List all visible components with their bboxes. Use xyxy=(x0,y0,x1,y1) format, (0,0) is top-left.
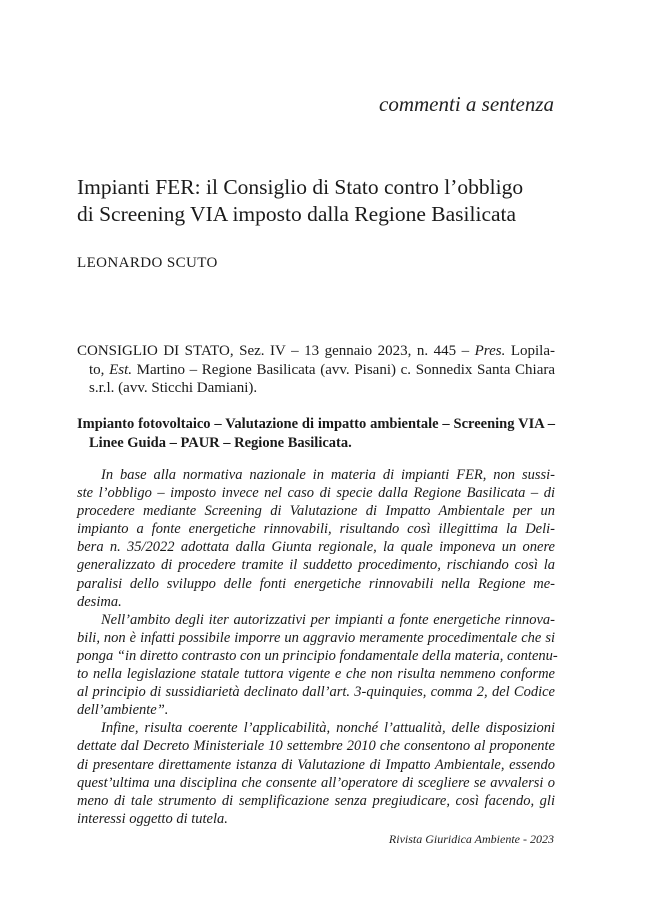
case-citation xyxy=(77,342,555,398)
author-name: LEONARDO SCUTO xyxy=(77,255,218,271)
body-line: interessi oggetto di tutela. xyxy=(77,810,228,827)
body-line: quest’ultima una disciplina che consente all’operatore di scegliere se avvalersi o xyxy=(77,774,555,791)
body-line: Infine, risulta coerente l’applicabilità, nonché l’attualità, delle disposizioni xyxy=(101,720,555,737)
body-line: di presentare direttamente istanza di Valutazione di Impatto Ambientale, essendo xyxy=(77,756,555,773)
body-line: procedere mediante Screening di Valutazione di Impatto Ambientale per un xyxy=(77,503,555,520)
citation-court: CONSIGLIO DI STATO, Sez. IV – 13 gennaio 2023, n. 445 – xyxy=(77,343,475,359)
body-line: bili, non è infatti possibile imporre un aggravio meramente procedimentale che si xyxy=(77,629,555,646)
citation-est-label: Est. xyxy=(109,361,132,378)
headnote-body xyxy=(77,466,558,828)
journal-footer: Rivista Giuridica Ambiente - 2023 xyxy=(388,832,554,846)
body-line: al principio di sussidiarietà declinato dall’art. 3-quinquies, comma 2, del Codice xyxy=(77,684,555,701)
body-line: generalizzato di procedere tramite il suddetto procedimento, rischiando così la xyxy=(77,557,555,574)
title-line: di Screening VIA imposto dalla Regione Basilicata xyxy=(77,202,517,226)
body-line: impianto a fonte energetiche rinnovabili, risultando così illegittima la Deli- xyxy=(77,521,555,538)
section-label: commenti a sentenza xyxy=(379,92,554,116)
body-line: bera n. 35/2022 adottata dalla Giunta regionale, la quale imponeva un onere xyxy=(77,539,555,556)
citation-line xyxy=(77,342,555,361)
citation-line: s.r.l. (avv. Sticchi Damiani). xyxy=(89,380,258,396)
body-line: meno di tale strumento di semplificazione senza pregiudicare, così facendo, gli xyxy=(77,792,555,809)
body-line: In base alla normativa nazionale in materia di impianti FER, non sussi- xyxy=(101,467,555,483)
citation-pres-label: Pres. xyxy=(474,343,506,359)
body-line: dell’ambiente”. xyxy=(77,702,169,719)
body-line: desima. xyxy=(77,593,122,610)
body-line: paralisi dello sviluppo delle fonti energetiche rinnovabili nella Regione me- xyxy=(77,575,555,592)
body-line: ponga “in diretto contrasto con un principio fondamentale della materia, contenu- xyxy=(77,647,558,664)
body-line: to nella legislazione statale tuttora vigente e che non risulta nemmeno conforme xyxy=(77,666,555,683)
citation-pres-name-cont: to, xyxy=(89,361,110,378)
citation-pres-name: Lopila- xyxy=(505,343,555,359)
keywords-block xyxy=(77,415,555,452)
body-line: Nell’ambito degli iter autorizzativi per impianti a fonte energetiche rinnova- xyxy=(101,611,555,628)
citation-parties: Martino – Regione Basilicata (avv. Pisani) c. Sonnedix Santa Chiara xyxy=(132,361,555,378)
citation-line xyxy=(77,361,555,380)
body-line: ste l’obbligo – imposto invece nel caso di specie dalla Regione Basilicata – di xyxy=(77,485,555,502)
keywords-line: Impianto fotovoltaico – Valutazione di impatto ambientale – Screening VIA – xyxy=(77,416,555,432)
article-title xyxy=(77,174,557,228)
keywords-line: Linee Guida – PAUR – Regione Basilicata. xyxy=(89,434,352,451)
body-line: dettate dal Decreto Ministeriale 10 settembre 2010 che consentono al proponente xyxy=(77,738,555,755)
title-line: Impianti FER: il Consiglio di Stato contro l’obbligo xyxy=(77,175,524,199)
